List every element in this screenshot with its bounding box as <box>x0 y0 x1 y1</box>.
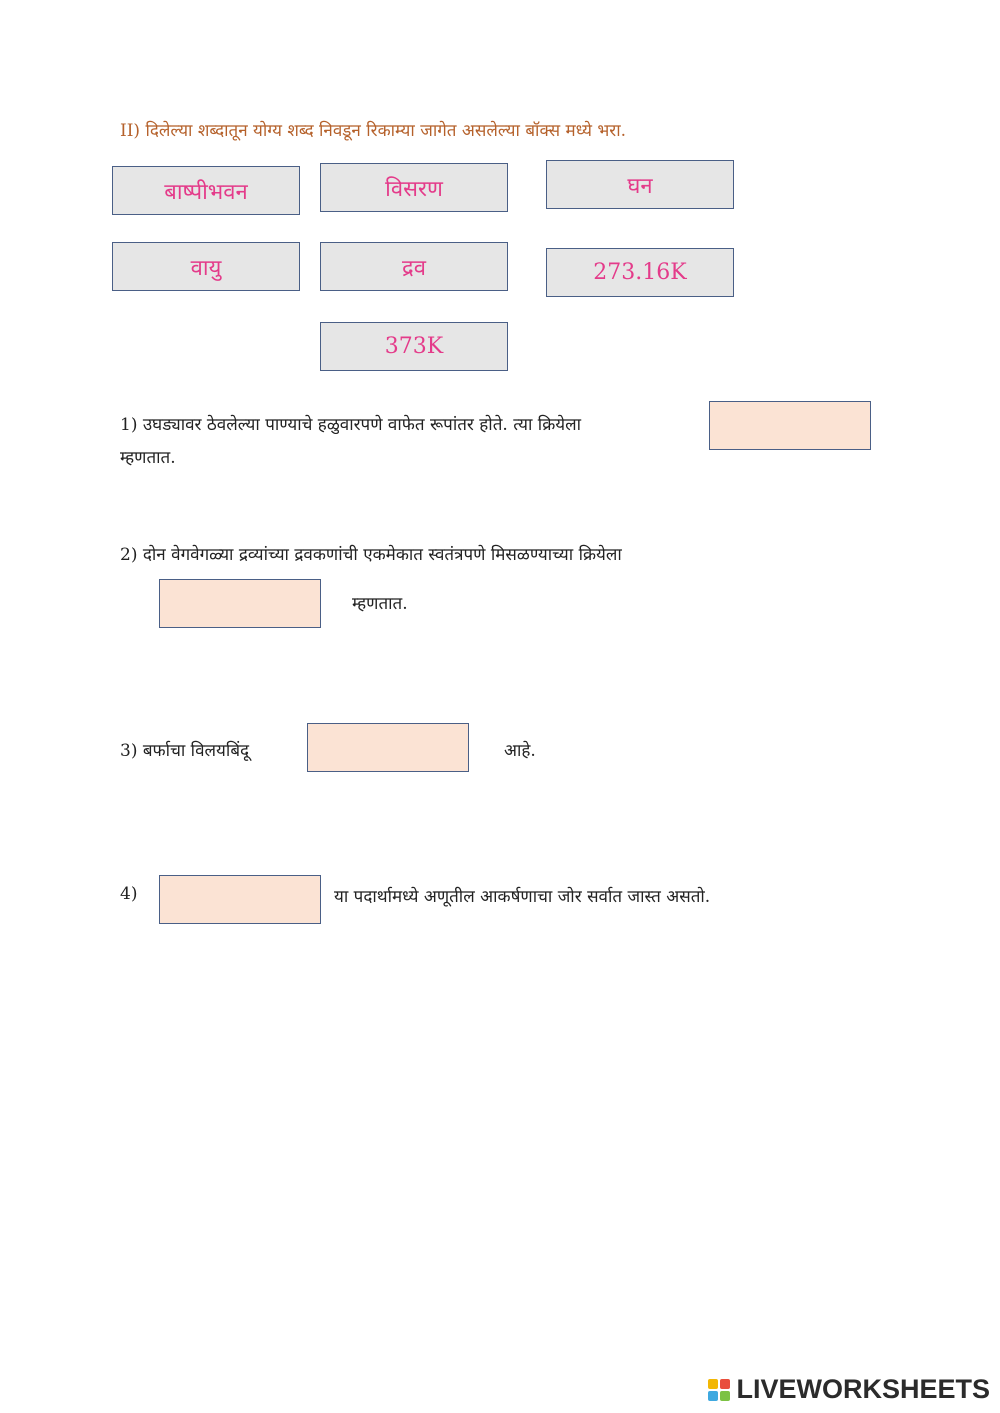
brand-watermark <box>708 1374 990 1405</box>
word-option[interactable]: 373K <box>320 322 508 371</box>
question-1-text: 1) उघड्यावर ठेवलेल्या पाण्याचे हळुवारपणे वाफेत रूपांतर होते. त्या क्रियेला <box>120 415 582 435</box>
answer-drop-box-1[interactable] <box>709 401 871 450</box>
instruction-text: II) दिलेल्या शब्दातून योग्य शब्द निवडून रिकाम्या जागेत असलेल्या बॉक्स मध्ये भरा. <box>120 121 627 141</box>
answer-drop-box-2[interactable] <box>159 579 321 628</box>
question-2-text: 2) दोन वेगवेगळ्या द्रव्यांच्या द्रवकणांची एकमेकात स्वतंत्रपणे मिसळण्याच्या क्रियेला <box>120 545 622 565</box>
question-3-text: 3) बर्फाचा विलयबिंदू <box>120 741 250 761</box>
word-option[interactable]: वायु <box>112 242 300 291</box>
question-3-text-end: आहे. <box>504 741 536 761</box>
answer-drop-box-3[interactable] <box>307 723 469 772</box>
question-2-text-end: म्हणतात. <box>352 594 408 614</box>
word-option[interactable]: द्रव <box>320 242 508 291</box>
word-option[interactable]: 273.16K <box>546 248 734 297</box>
answer-drop-box-4[interactable] <box>159 875 321 924</box>
liveworksheets-logo-icon <box>708 1379 730 1401</box>
question-4-number: 4) <box>120 884 138 904</box>
question-4-text: या पदार्थामध्ये अणूतील आकर्षणाचा जोर सर्वात जास्त असतो. <box>334 887 711 907</box>
word-option[interactable]: घन <box>546 160 734 209</box>
question-1-text-end: म्हणतात. <box>120 448 176 468</box>
word-option[interactable]: विसरण <box>320 163 508 212</box>
brand-name: LIVEWORKSHEETS <box>736 1374 990 1404</box>
word-option[interactable]: बाष्पीभवन <box>112 166 300 215</box>
